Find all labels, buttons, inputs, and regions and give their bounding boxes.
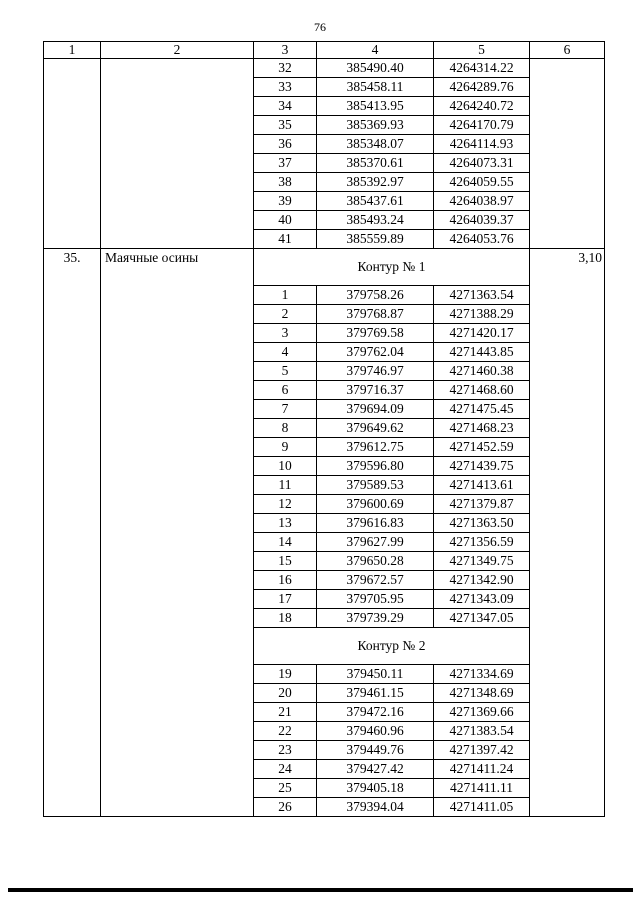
point-number: 19 xyxy=(254,665,317,684)
point-number: 26 xyxy=(254,798,317,817)
coord-y: 4271349.75 xyxy=(434,552,530,571)
coord-x: 379769.58 xyxy=(317,324,434,343)
coord-y: 4271363.54 xyxy=(434,286,530,305)
coord-y: 4264314.22 xyxy=(434,59,530,78)
point-number: 32 xyxy=(254,59,317,78)
point-number: 25 xyxy=(254,779,317,798)
coord-x: 379394.04 xyxy=(317,798,434,817)
point-number: 18 xyxy=(254,609,317,628)
point-number: 38 xyxy=(254,173,317,192)
page-number: 76 xyxy=(314,20,326,34)
point-number: 36 xyxy=(254,135,317,154)
entry-area: 3,10 xyxy=(530,249,605,817)
coord-y: 4271439.75 xyxy=(434,457,530,476)
coord-y: 4271468.23 xyxy=(434,419,530,438)
point-number: 17 xyxy=(254,590,317,609)
coord-x: 379427.42 xyxy=(317,760,434,779)
point-number: 24 xyxy=(254,760,317,779)
coord-y: 4271348.69 xyxy=(434,684,530,703)
contour-2-label: Контур № 2 xyxy=(254,628,530,665)
coord-x: 379649.62 xyxy=(317,419,434,438)
point-number: 9 xyxy=(254,438,317,457)
coord-x: 379762.04 xyxy=(317,343,434,362)
coord-x: 385348.07 xyxy=(317,135,434,154)
point-number: 22 xyxy=(254,722,317,741)
coord-x: 379768.87 xyxy=(317,305,434,324)
bottom-rule xyxy=(8,888,633,892)
point-number: 1 xyxy=(254,286,317,305)
point-number: 13 xyxy=(254,514,317,533)
point-number: 41 xyxy=(254,230,317,249)
point-number: 23 xyxy=(254,741,317,760)
point-number: 34 xyxy=(254,97,317,116)
coord-x: 385437.61 xyxy=(317,192,434,211)
coord-x: 385559.89 xyxy=(317,230,434,249)
coord-x: 379650.28 xyxy=(317,552,434,571)
coord-y: 4264114.93 xyxy=(434,135,530,154)
point-number: 12 xyxy=(254,495,317,514)
coord-y: 4264289.76 xyxy=(434,78,530,97)
coord-x: 385458.11 xyxy=(317,78,434,97)
coord-x: 385369.93 xyxy=(317,116,434,135)
point-number: 11 xyxy=(254,476,317,495)
coord-y: 4271363.50 xyxy=(434,514,530,533)
coord-x: 379694.09 xyxy=(317,400,434,419)
coord-y: 4271334.69 xyxy=(434,665,530,684)
coord-y: 4264240.72 xyxy=(434,97,530,116)
coord-y: 4264039.37 xyxy=(434,211,530,230)
coord-y: 4271452.59 xyxy=(434,438,530,457)
point-number: 4 xyxy=(254,343,317,362)
coord-x: 385490.40 xyxy=(317,59,434,78)
coord-y: 4271343.09 xyxy=(434,590,530,609)
header-col-5: 5 xyxy=(434,42,530,59)
coord-x: 379596.80 xyxy=(317,457,434,476)
header-col-4: 4 xyxy=(317,42,434,59)
coord-x: 379450.11 xyxy=(317,665,434,684)
coord-y: 4264059.55 xyxy=(434,173,530,192)
coord-y: 4271379.87 xyxy=(434,495,530,514)
coord-x: 379461.15 xyxy=(317,684,434,703)
point-number: 21 xyxy=(254,703,317,722)
point-number: 8 xyxy=(254,419,317,438)
coord-x: 379405.18 xyxy=(317,779,434,798)
coord-x: 379746.97 xyxy=(317,362,434,381)
prev-index-cell xyxy=(44,59,101,249)
coord-y: 4271413.61 xyxy=(434,476,530,495)
coord-y: 4271411.11 xyxy=(434,779,530,798)
coord-y: 4264073.31 xyxy=(434,154,530,173)
coord-y: 4264170.79 xyxy=(434,116,530,135)
point-number: 40 xyxy=(254,211,317,230)
point-number: 20 xyxy=(254,684,317,703)
point-number: 37 xyxy=(254,154,317,173)
header-col-6: 6 xyxy=(530,42,605,59)
point-number: 7 xyxy=(254,400,317,419)
point-number: 33 xyxy=(254,78,317,97)
coord-y: 4271342.90 xyxy=(434,571,530,590)
coord-x: 379616.83 xyxy=(317,514,434,533)
coord-y: 4271383.54 xyxy=(434,722,530,741)
coord-y: 4271475.45 xyxy=(434,400,530,419)
contour-header-row xyxy=(44,249,605,286)
coord-y: 4271347.05 xyxy=(434,609,530,628)
point-number: 14 xyxy=(254,533,317,552)
coord-x: 379612.75 xyxy=(317,438,434,457)
coord-y: 4271369.66 xyxy=(434,703,530,722)
coord-x: 379739.29 xyxy=(317,609,434,628)
coord-y: 4271411.05 xyxy=(434,798,530,817)
header-col-2: 2 xyxy=(101,42,254,59)
coord-x: 379589.53 xyxy=(317,476,434,495)
coord-y: 4271420.17 xyxy=(434,324,530,343)
prev-name-cell xyxy=(101,59,254,249)
header-col-3: 3 xyxy=(254,42,317,59)
coord-x: 379472.16 xyxy=(317,703,434,722)
table-row xyxy=(44,59,605,78)
coord-x: 385493.24 xyxy=(317,211,434,230)
point-number: 35 xyxy=(254,116,317,135)
point-number: 5 xyxy=(254,362,317,381)
coord-x: 379716.37 xyxy=(317,381,434,400)
point-number: 16 xyxy=(254,571,317,590)
coord-y: 4271411.24 xyxy=(434,760,530,779)
coord-y: 4271443.85 xyxy=(434,343,530,362)
coord-y: 4271460.38 xyxy=(434,362,530,381)
coord-x: 379672.57 xyxy=(317,571,434,590)
coord-x: 379627.99 xyxy=(317,533,434,552)
point-number: 6 xyxy=(254,381,317,400)
coord-x: 379705.95 xyxy=(317,590,434,609)
coord-x: 385370.61 xyxy=(317,154,434,173)
entry-index: 35. xyxy=(44,249,101,817)
coord-x: 385392.97 xyxy=(317,173,434,192)
point-number: 3 xyxy=(254,324,317,343)
coord-y: 4271468.60 xyxy=(434,381,530,400)
coord-x: 379758.26 xyxy=(317,286,434,305)
coordinates-table xyxy=(43,41,605,817)
coord-y: 4264053.76 xyxy=(434,230,530,249)
prev-area-cell xyxy=(530,59,605,249)
coord-y: 4271356.59 xyxy=(434,533,530,552)
point-number: 39 xyxy=(254,192,317,211)
point-number: 10 xyxy=(254,457,317,476)
coord-y: 4271388.29 xyxy=(434,305,530,324)
coord-x: 379460.96 xyxy=(317,722,434,741)
coord-x: 379600.69 xyxy=(317,495,434,514)
header-col-1: 1 xyxy=(44,42,101,59)
coord-x: 379449.76 xyxy=(317,741,434,760)
header-row xyxy=(44,42,605,59)
coord-x: 385413.95 xyxy=(317,97,434,116)
coord-y: 4264038.97 xyxy=(434,192,530,211)
contour-1-label: Контур № 1 xyxy=(254,249,530,286)
point-number: 2 xyxy=(254,305,317,324)
point-number: 15 xyxy=(254,552,317,571)
entry-name: Маячные осины xyxy=(101,249,254,817)
coord-y: 4271397.42 xyxy=(434,741,530,760)
